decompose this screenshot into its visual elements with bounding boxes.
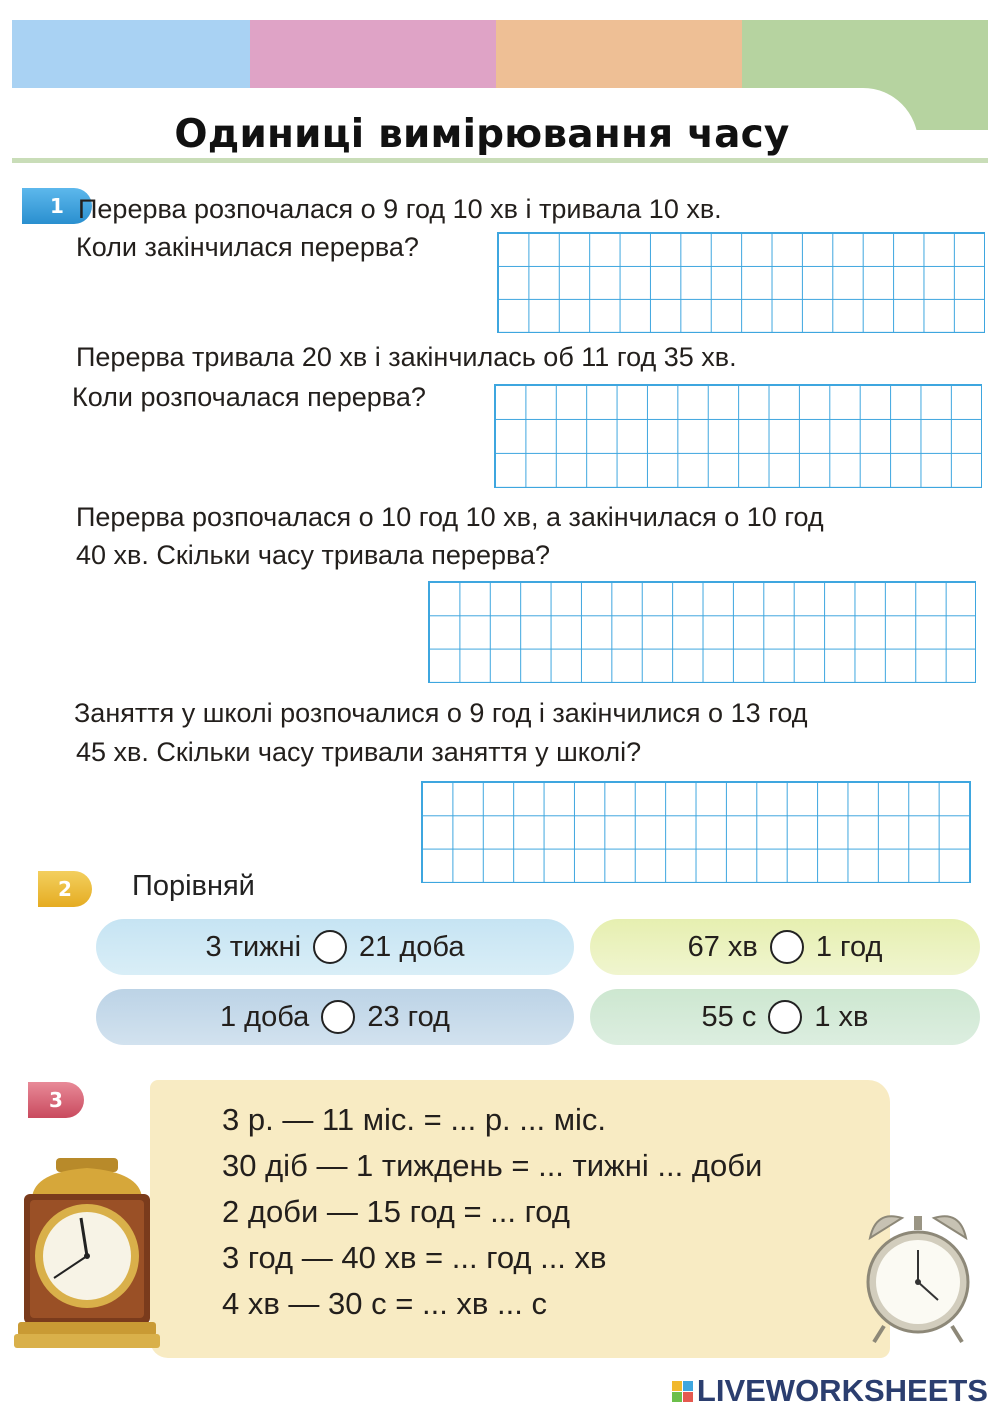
task-3-line-5: 4 хв — 30 с = ... хв ... с	[222, 1286, 547, 1321]
compare-1-right: 21 доба	[359, 930, 465, 963]
task-1d-line-1: Заняття у школі розпочалися о 9 год і закінчилися о 13 год	[74, 698, 808, 728]
compare-box-3	[96, 989, 574, 1045]
task-3-line-3: 2 доби — 15 год = ... год	[222, 1194, 570, 1229]
task-2-badge: 2	[38, 871, 92, 907]
watermark-text: LIVEWORKSHEETS	[696, 1373, 988, 1408]
alarm-clock-icon	[862, 1208, 974, 1346]
task-3-badge: 3	[28, 1082, 84, 1118]
compare-3-left: 1 доба	[220, 1000, 310, 1033]
compare-4-left: 55 с	[701, 1000, 757, 1033]
page-title: Одиниці вимірювання часу	[174, 112, 790, 157]
compare-4-right: 1 хв	[814, 1000, 869, 1033]
task-1c-line-1: Перерва розпочалася о 10 год 10 хв, а закінчилася о 10 год	[76, 502, 824, 532]
compare-2-right: 1 год	[815, 930, 883, 963]
header-band-orange	[496, 20, 742, 88]
task-1c-line-2: 40 хв. Скільки часу тривала перерва?	[76, 540, 551, 570]
task-1-badge: 1	[22, 188, 92, 224]
answer-grid-1b[interactable]	[494, 384, 982, 488]
compare-3-right: 23 год	[367, 1000, 450, 1033]
compare-box-2	[590, 919, 980, 975]
compare-2-left: 67 хв	[687, 930, 758, 963]
compare-3-circle[interactable]	[321, 1000, 355, 1034]
compare-2-circle[interactable]	[770, 930, 804, 964]
header-band-green	[742, 20, 988, 88]
task-2-label: Порівняй	[132, 870, 255, 902]
answer-grid-1c[interactable]	[428, 581, 976, 683]
header-divider	[12, 158, 988, 163]
compare-box-1	[96, 919, 574, 975]
task-1a-line-1: Перерва розпочалася о 9 год 10 хв і тривала 10 хв.	[78, 194, 722, 224]
liveworksheets-logo-icon	[672, 1381, 693, 1402]
task-1b-line-2: Коли розпочалася перерва?	[72, 382, 426, 412]
compare-box-4	[590, 989, 980, 1045]
mantel-clock-icon	[14, 1158, 160, 1354]
task-3-line-2: 30 діб — 1 тиждень = ... тижні ... доби	[222, 1148, 763, 1183]
task-1a-line-2: Коли закінчилася перерва?	[76, 232, 419, 262]
task-3-line-1: 3 р. — 11 міс. = ... р. ... міс.	[222, 1102, 607, 1137]
task-1d-line-2: 45 хв. Скільки часу тривали заняття у школі?	[76, 737, 642, 767]
header-band-blue	[12, 20, 250, 88]
liveworksheets-watermark	[672, 1373, 988, 1409]
compare-1-circle[interactable]	[313, 930, 347, 964]
answer-grid-1a[interactable]	[497, 232, 985, 333]
answer-grid-1d[interactable]	[421, 781, 971, 883]
header-band-pink	[250, 20, 496, 88]
compare-1-left: 3 тижні	[205, 930, 302, 963]
task-1b-line-1: Перерва тривала 20 хв і закінчилась об 11 год 35 хв.	[76, 342, 737, 372]
compare-4-circle[interactable]	[768, 1000, 802, 1034]
task-3-line-4: 3 год — 40 хв = ... год ... хв	[222, 1240, 607, 1275]
